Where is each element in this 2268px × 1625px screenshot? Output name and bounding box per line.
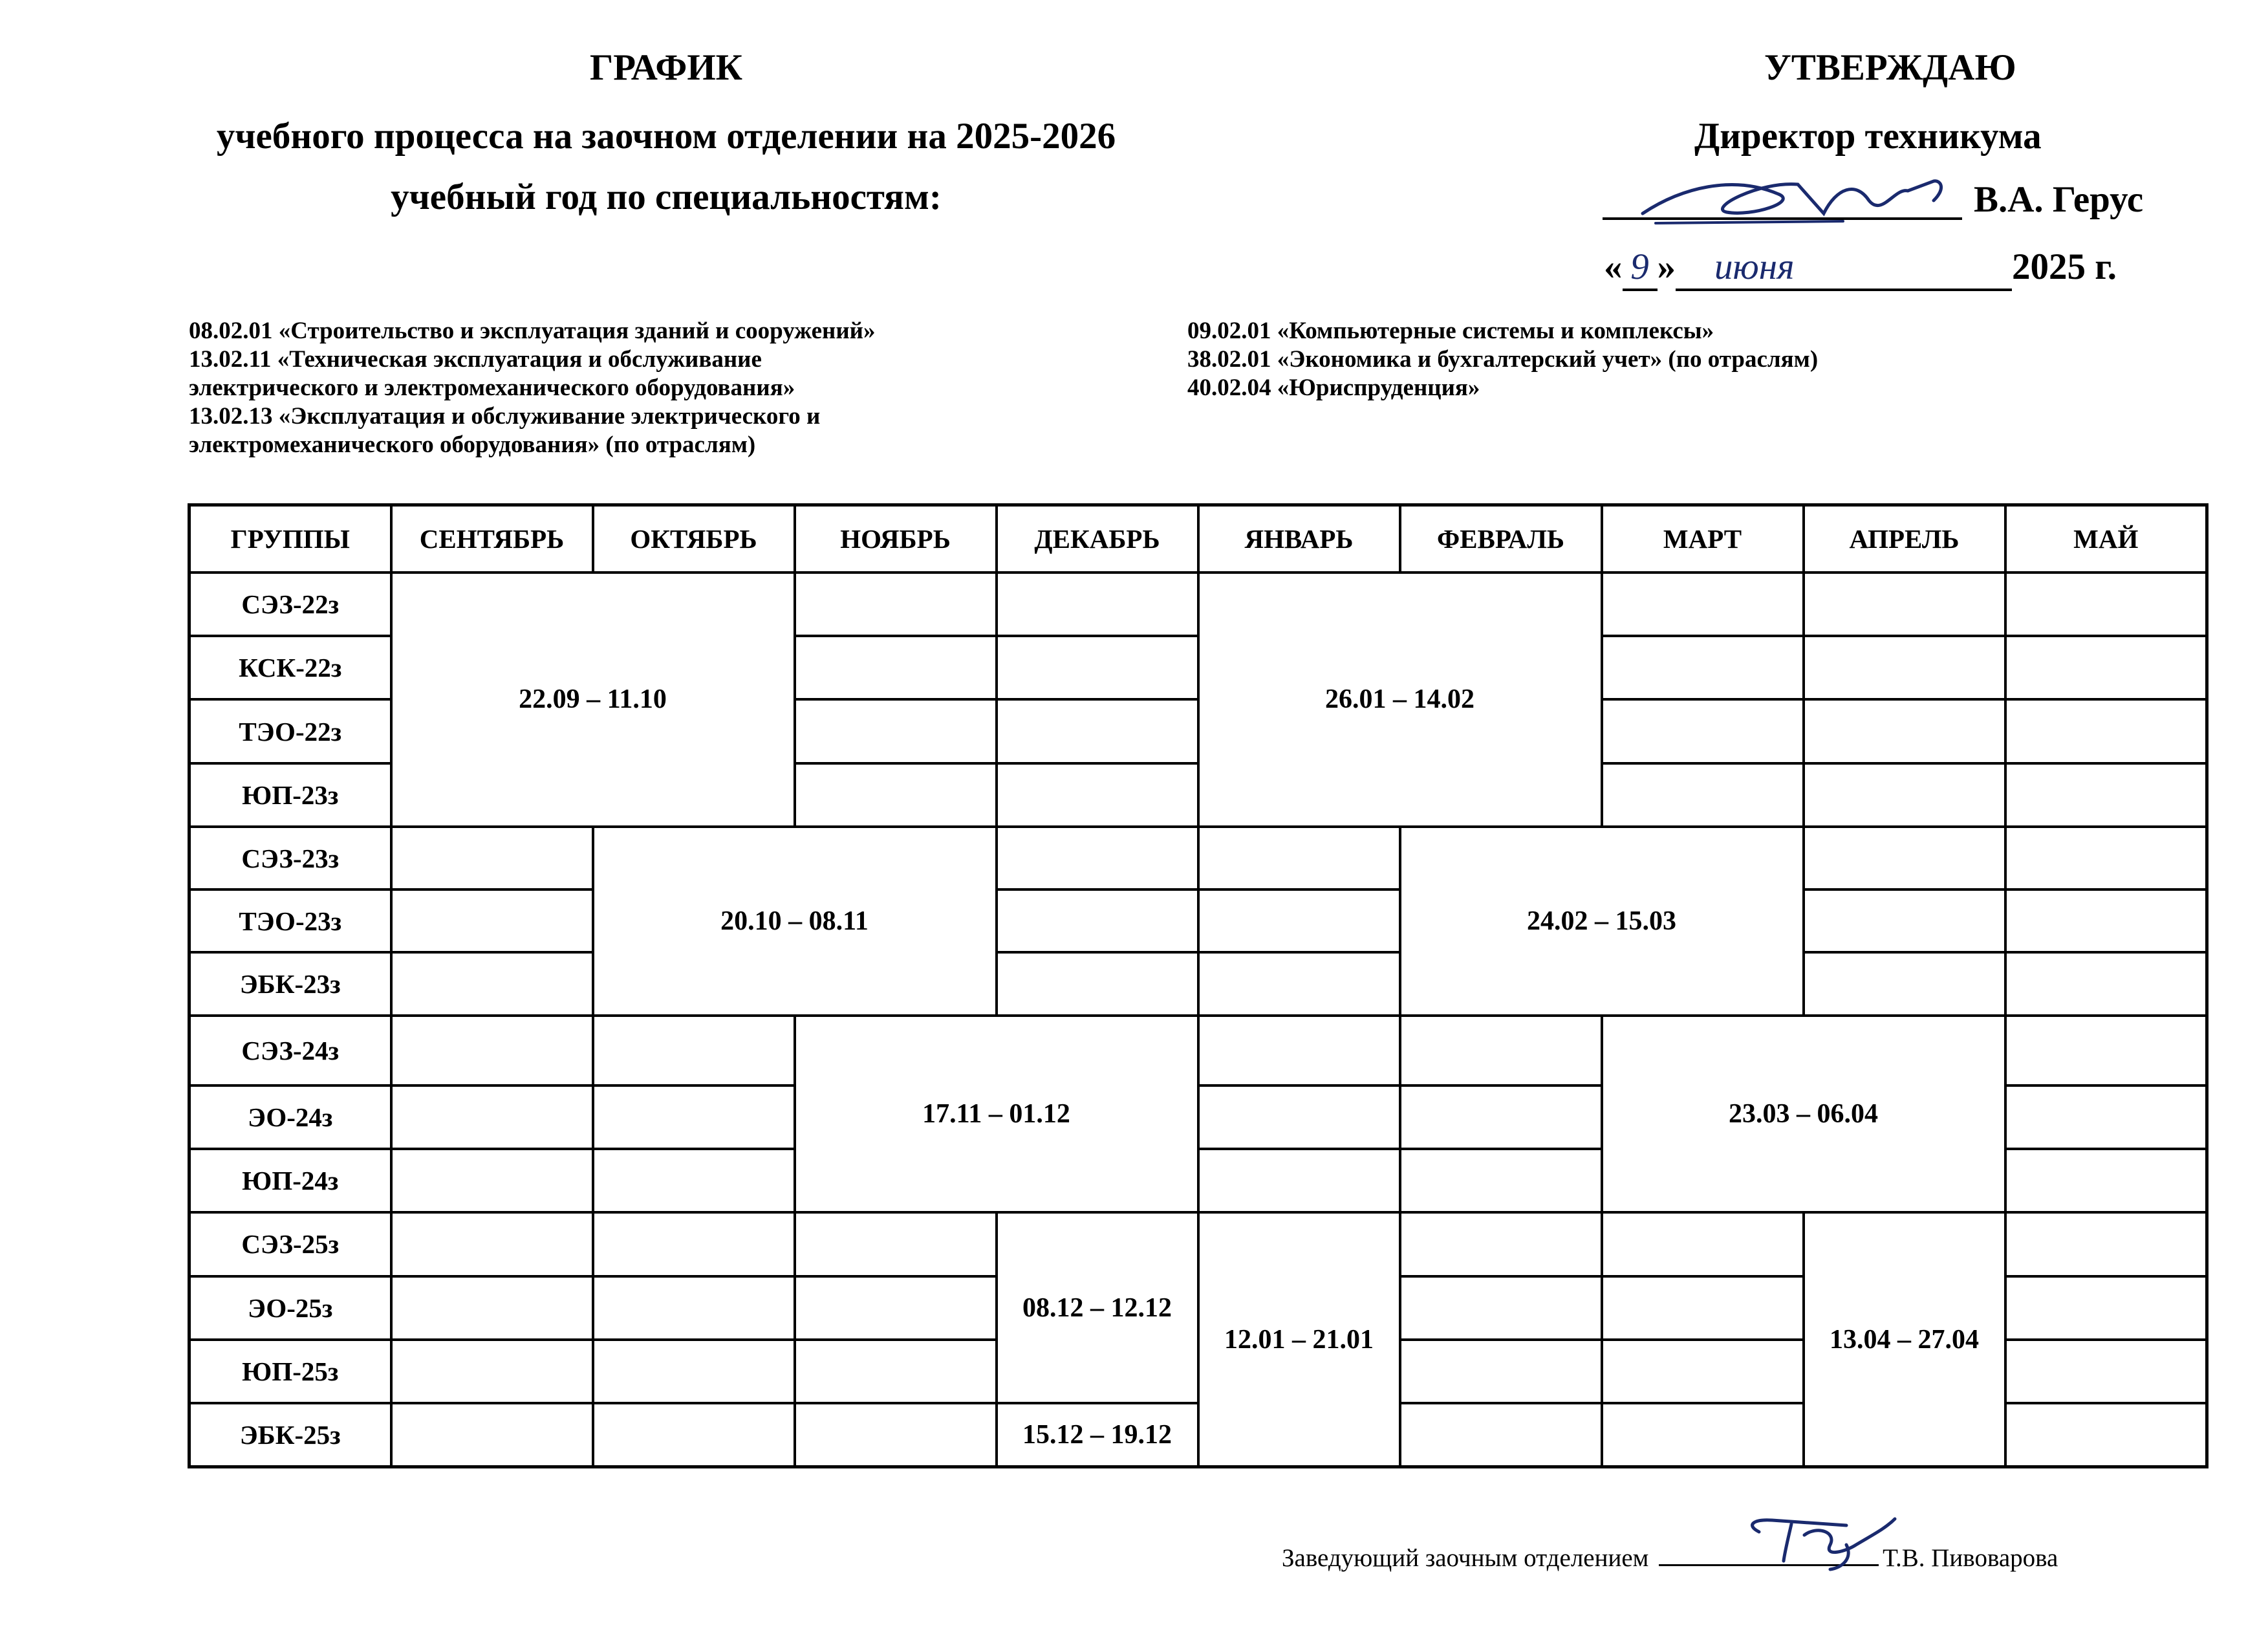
empty-cell: [593, 1340, 795, 1403]
empty-cell: [997, 699, 1198, 763]
group-cell: ЮП-25з: [189, 1340, 391, 1403]
session-period: 17.11 – 01.12: [795, 1016, 1198, 1213]
empty-cell: [1198, 889, 1400, 952]
empty-cell: [2005, 1212, 2207, 1276]
empty-cell: [2005, 1149, 2207, 1212]
specialty-line: 09.02.01 «Компьютерные системы и комплексы»: [1187, 318, 1714, 344]
group-cell: КСК-22з: [189, 636, 391, 699]
empty-cell: [1804, 952, 2005, 1015]
specialty-line: 13.02.11 «Техническая эксплуатация и обслуживание: [189, 346, 762, 373]
approval-label: УТВЕРЖДАЮ: [1764, 47, 2016, 88]
empty-cell: [2005, 573, 2207, 636]
director-name: В.А. Герус: [1974, 179, 2144, 220]
empty-cell: [2005, 699, 2207, 763]
empty-cell: [1804, 827, 2005, 889]
column-header-november: НОЯБРЬ: [795, 505, 997, 573]
column-header-february: ФЕВРАЛЬ: [1400, 505, 1602, 573]
group-cell: СЭЗ-24з: [189, 1016, 391, 1085]
empty-cell: [391, 952, 593, 1015]
empty-cell: [1400, 1340, 1602, 1403]
empty-cell: [391, 1016, 593, 1085]
empty-cell: [2005, 636, 2207, 699]
column-header-october: ОКТЯБРЬ: [593, 505, 795, 573]
empty-cell: [795, 1403, 997, 1467]
date-year: 2025 г.: [2012, 246, 2117, 287]
footer-signature: [1282, 1543, 2058, 1573]
group-cell: ТЭО-23з: [189, 889, 391, 952]
empty-cell: [1400, 1016, 1602, 1085]
approval-date: [1604, 246, 2117, 291]
empty-cell: [1804, 636, 2005, 699]
empty-cell: [593, 1149, 795, 1212]
empty-cell: [593, 1212, 795, 1276]
specialty-line: 08.02.01 «Строительство и эксплуатация зданий и сооружений»: [189, 318, 876, 344]
empty-cell: [1804, 763, 2005, 827]
session-period: 08.12 – 12.12: [997, 1212, 1198, 1403]
empty-cell: [2005, 827, 2207, 889]
session-period: 22.09 – 11.10: [391, 573, 795, 827]
session-period: 26.01 – 14.02: [1198, 573, 1602, 827]
date-month: июня: [1676, 246, 2012, 291]
empty-cell: [1804, 573, 2005, 636]
column-header-may: МАЙ: [2005, 505, 2207, 573]
specialty-line: электромеханического оборудования» (по отраслям): [189, 431, 756, 458]
column-header-groups: ГРУППЫ: [189, 505, 391, 573]
empty-cell: [391, 1276, 593, 1340]
head-signature: [1733, 1506, 1927, 1577]
empty-cell: [391, 1403, 593, 1467]
group-cell: ЭО-25з: [189, 1276, 391, 1340]
table-row: [189, 1212, 2207, 1276]
empty-cell: [1602, 1340, 1804, 1403]
group-cell: ТЭО-22з: [189, 699, 391, 763]
document-subtitle-line1: учебного процесса на заочном отделении на 2025-2026: [216, 116, 1116, 157]
empty-cell: [1602, 1212, 1804, 1276]
empty-cell: [1400, 1403, 1602, 1467]
empty-cell: [593, 1085, 795, 1149]
footer-role: Заведующий заочным отделением: [1282, 1544, 1649, 1572]
table-row: [189, 827, 2207, 889]
empty-cell: [1400, 1149, 1602, 1212]
approval-position: Директор техникума: [1694, 116, 2042, 157]
session-period: 23.03 – 06.04: [1602, 1016, 2005, 1213]
session-period: 12.01 – 21.01: [1198, 1212, 1400, 1467]
empty-cell: [391, 889, 593, 952]
table-row: [189, 952, 2207, 1015]
empty-cell: [1198, 827, 1400, 889]
empty-cell: [391, 1340, 593, 1403]
empty-cell: [997, 827, 1198, 889]
document-subtitle-line2: учебный год по специальностям:: [391, 177, 942, 217]
empty-cell: [593, 1276, 795, 1340]
specialty-line: электрического и электромеханического оборудования»: [189, 375, 795, 401]
empty-cell: [795, 636, 997, 699]
column-header-december: ДЕКАБРЬ: [997, 505, 1198, 573]
empty-cell: [1602, 1403, 1804, 1467]
group-cell: СЭЗ-22з: [189, 573, 391, 636]
session-period: 13.04 – 27.04: [1804, 1212, 2005, 1467]
document-title: ГРАФИК: [590, 47, 742, 88]
column-header-april: АПРЕЛЬ: [1804, 505, 2005, 573]
empty-cell: [391, 827, 593, 889]
empty-cell: [391, 1212, 593, 1276]
table-row: [189, 573, 2207, 636]
empty-cell: [1804, 889, 2005, 952]
empty-cell: [795, 1340, 997, 1403]
empty-cell: [2005, 952, 2207, 1015]
session-period: 20.10 – 08.11: [593, 827, 997, 1016]
empty-cell: [2005, 1403, 2207, 1467]
group-cell: ЭБК-25з: [189, 1403, 391, 1467]
empty-cell: [1400, 1085, 1602, 1149]
empty-cell: [1198, 1149, 1400, 1212]
empty-cell: [1602, 699, 1804, 763]
empty-cell: [1198, 1085, 1400, 1149]
group-cell: ЭО-24з: [189, 1085, 391, 1149]
empty-cell: [391, 1149, 593, 1212]
empty-cell: [2005, 1340, 2207, 1403]
empty-cell: [391, 1085, 593, 1149]
empty-cell: [1400, 1276, 1602, 1340]
empty-cell: [997, 763, 1198, 827]
column-header-march: МАРТ: [1602, 505, 1804, 573]
date-close-quote: »: [1657, 246, 1676, 287]
group-cell: СЭЗ-25з: [189, 1212, 391, 1276]
empty-cell: [1602, 1276, 1804, 1340]
session-period: 24.02 – 15.03: [1400, 827, 1804, 1016]
empty-cell: [795, 763, 997, 827]
specialties-left-list: [189, 317, 875, 459]
empty-cell: [997, 952, 1198, 1015]
empty-cell: [1400, 1212, 1602, 1276]
schedule-table: [188, 503, 2209, 1468]
specialty-line: 40.02.04 «Юриспруденция»: [1187, 375, 1480, 401]
table-row: [189, 1016, 2207, 1085]
empty-cell: [795, 1276, 997, 1340]
empty-cell: [1198, 952, 1400, 1015]
specialty-line: 13.02.13 «Эксплуатация и обслуживание электрического и: [189, 403, 821, 430]
empty-cell: [593, 1016, 795, 1085]
empty-cell: [1602, 763, 1804, 827]
empty-cell: [2005, 889, 2207, 952]
column-header-september: СЕНТЯБРЬ: [391, 505, 593, 573]
specialties-right-list: [1187, 317, 1818, 402]
session-period: 15.12 – 19.12: [997, 1403, 1198, 1467]
director-signature: [1630, 162, 1966, 233]
empty-cell: [997, 889, 1198, 952]
empty-cell: [2005, 1085, 2207, 1149]
group-cell: ЮП-24з: [189, 1149, 391, 1212]
empty-cell: [593, 1403, 795, 1467]
empty-cell: [997, 573, 1198, 636]
table-header-row: [189, 505, 2207, 573]
specialty-line: 38.02.01 «Экономика и бухгалтерский учет» (по отраслям): [1187, 346, 1819, 373]
empty-cell: [1602, 636, 1804, 699]
empty-cell: [2005, 763, 2207, 827]
empty-cell: [1602, 573, 1804, 636]
empty-cell: [795, 573, 997, 636]
empty-cell: [1198, 1016, 1400, 1085]
empty-cell: [2005, 1016, 2207, 1085]
empty-cell: [1804, 699, 2005, 763]
empty-cell: [795, 699, 997, 763]
empty-cell: [795, 1212, 997, 1276]
empty-cell: [2005, 1276, 2207, 1340]
group-cell: СЭЗ-23з: [189, 827, 391, 889]
column-header-january: ЯНВАРЬ: [1198, 505, 1400, 573]
footer-name: Т.В. Пивоварова: [1883, 1544, 2058, 1572]
date-open-quote: «: [1604, 246, 1623, 287]
empty-cell: [997, 636, 1198, 699]
group-cell: ЮП-23з: [189, 763, 391, 827]
group-cell: ЭБК-23з: [189, 952, 391, 1015]
table-row: [189, 889, 2207, 952]
date-day: 9: [1623, 246, 1658, 291]
